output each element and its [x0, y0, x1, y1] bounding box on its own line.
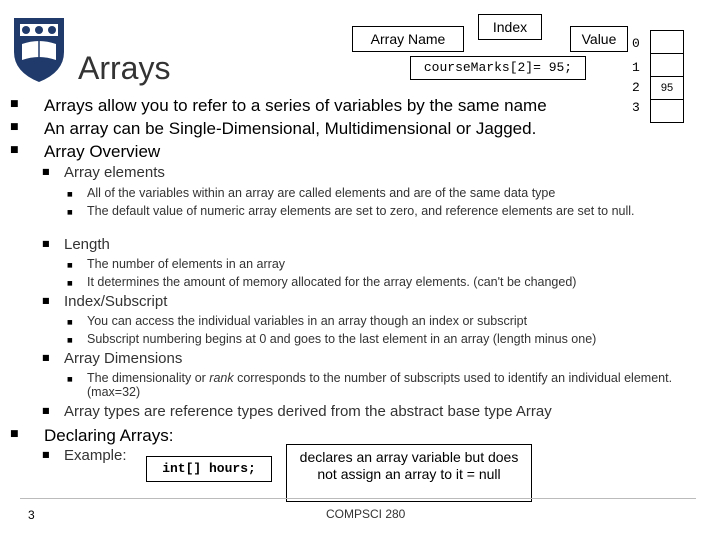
array-cell-1 [650, 53, 684, 77]
code-example: courseMarks[2]= 95; [423, 60, 573, 75]
point-default-values: ■ The default value of numeric array elements are set to zero, and reference elements are set to null. [87, 204, 687, 218]
dimensionality-text-start: The dimensionality or [87, 371, 210, 385]
subbullet-index-subscript: ■ Index/Subscript [64, 293, 167, 310]
footer-course: COMPSCI 280 [326, 507, 406, 521]
bullet-declaring-arrays: ■ Declaring Arrays: [44, 426, 173, 446]
array-name-callout [352, 26, 464, 52]
example-code: int[] hours; [162, 461, 256, 476]
rank-term: rank [209, 371, 234, 385]
subbullet-example: ■ Example: [64, 447, 127, 464]
array-index-3: 3 [632, 100, 640, 115]
array-index-2: 2 [632, 80, 640, 95]
point-index-access: ■ You can access the individual variables in an array though an index or subscript [87, 314, 687, 328]
value-label: Value [581, 31, 617, 47]
bullet-array-kinds: ■ An array can be Single-Dimensional, Multidimensional or Jagged. [44, 119, 536, 139]
subbullet-length: ■ Length [64, 236, 110, 253]
example-note: declares an array variable but does not assign an array to it = null [299, 449, 519, 482]
array-cell-3 [650, 99, 684, 123]
dimensionality-text-end: corresponds to the number of subscripts used to identify an individual element. (max=32) [87, 371, 673, 399]
point-dimensionality [87, 371, 687, 399]
example-code-box [146, 456, 272, 482]
array-cell-0 [650, 30, 684, 54]
slide-title: Arrays [78, 50, 171, 86]
array-index-0: 0 [632, 36, 640, 51]
point-subscript-numbering: ■ Subscript numbering begins at 0 and goes to the last element in an array (length minus one) [87, 332, 687, 346]
subbullet-array-dimensions: ■ Array Dimensions [64, 350, 182, 367]
example-note-callout [286, 444, 532, 502]
index-callout [478, 14, 542, 40]
code-example-box [410, 56, 586, 80]
bullet-array-overview: ■ Array Overview [44, 142, 160, 162]
array-cell-2: 95 [650, 76, 684, 100]
bullet-arrays-refer: ■ Arrays allow you to refer to a series of variables by the same name [44, 96, 547, 116]
footer-divider [20, 498, 696, 499]
university-crest-logo [10, 14, 68, 84]
page-number: 3 [28, 508, 35, 522]
point-elements-same-type: ■ All of the variables within an array are called elements and are of the same data type [87, 186, 687, 200]
point-length-count: ■ The number of elements in an array [87, 257, 687, 271]
subbullet-array-types: ■ Array types are reference types derived from the abstract base type Array [64, 403, 552, 420]
value-callout [570, 26, 628, 52]
point-length-memory: ■ It determines the amount of memory allocated for the array elements. (can't be changed) [87, 275, 687, 289]
array-index-1: 1 [632, 60, 640, 75]
array-name-label: Array Name [370, 31, 446, 47]
index-label: Index [492, 19, 528, 35]
subbullet-array-elements: ■ Array elements [64, 164, 165, 181]
